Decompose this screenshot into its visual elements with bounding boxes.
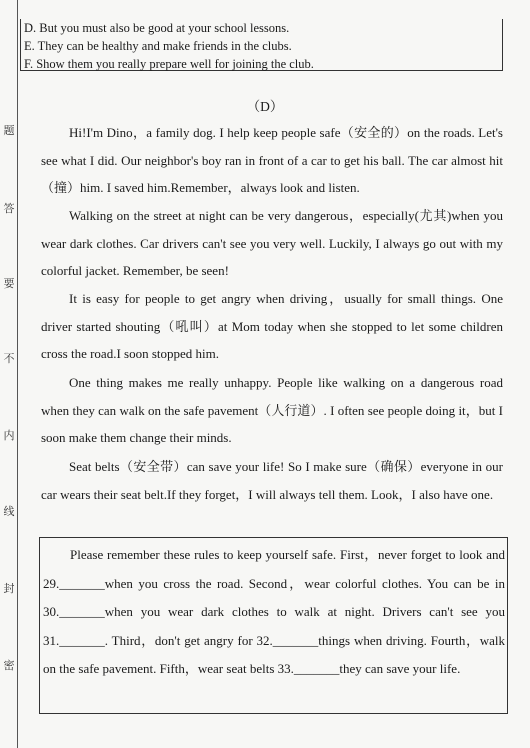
margin-char: 答	[3, 202, 15, 215]
option-f: F. Show them you really prepare well for joining the club.	[24, 57, 314, 71]
margin-char: 密	[3, 659, 15, 672]
paragraph-4: One thing makes me really unhappy. People like walking on a dangerous road when they can walk on the safe pavement（人行道）. I often see people doing it，but I soon make them change their minds.	[41, 375, 503, 445]
options-box	[20, 19, 503, 71]
margin-char: 封	[3, 582, 15, 595]
margin-char: 题	[3, 124, 15, 137]
paragraph-5: Seat belts（安全带）can save your life! So I make sure（确保）everyone in our car wears their seat belt.If they forget，I will always tell them. Look，I also have one.	[41, 459, 503, 502]
margin-char: 内	[3, 429, 15, 442]
option-e: E. They can be healthy and make friends in the clubs.	[24, 39, 292, 53]
margin-char: 不	[3, 352, 15, 365]
summary-box	[39, 537, 508, 714]
paragraph-1: Hi!I'm Dino，a family dog. I help keep people safe（安全的）on the roads. Let's see what I did. Our neighbor's boy ran in front of a car to get his ball. The car almost hit（撞）him. I saved him.Remember，always look and listen.	[41, 125, 503, 195]
paragraph-2: Walking on the street at night can be very dangerous，especially(尤其)when you wear dark clothes. Car drivers can't see you very well. Luckily, I always go out with my colorful jacket. Remember, be seen!	[41, 208, 503, 278]
option-d: D. But you must also be good at your school lessons.	[24, 21, 290, 35]
section-title: （D）	[246, 99, 284, 114]
paragraph-3: It is easy for people to get angry when driving，usually for small things. One driver started shouting（吼叫）at Mom today when she stopped to let some children cross the road.I soon stopped him.	[41, 291, 503, 361]
margin-char: 线	[3, 505, 15, 518]
summary-text: Please remember these rules to keep yourself safe. First，never forget to look and 29._______when you cross the road. Second，wear colorful clothes. You can be in 30._______when you wear dark clothes to walk at night. Drivers can't see you 31._______. Third，don't get angry for 32._______things when driving. Fourth，walk on the safe pavement. Fifth，wear seat belts 33._______they can save your life.	[43, 547, 505, 676]
margin-char: 要	[3, 277, 15, 290]
